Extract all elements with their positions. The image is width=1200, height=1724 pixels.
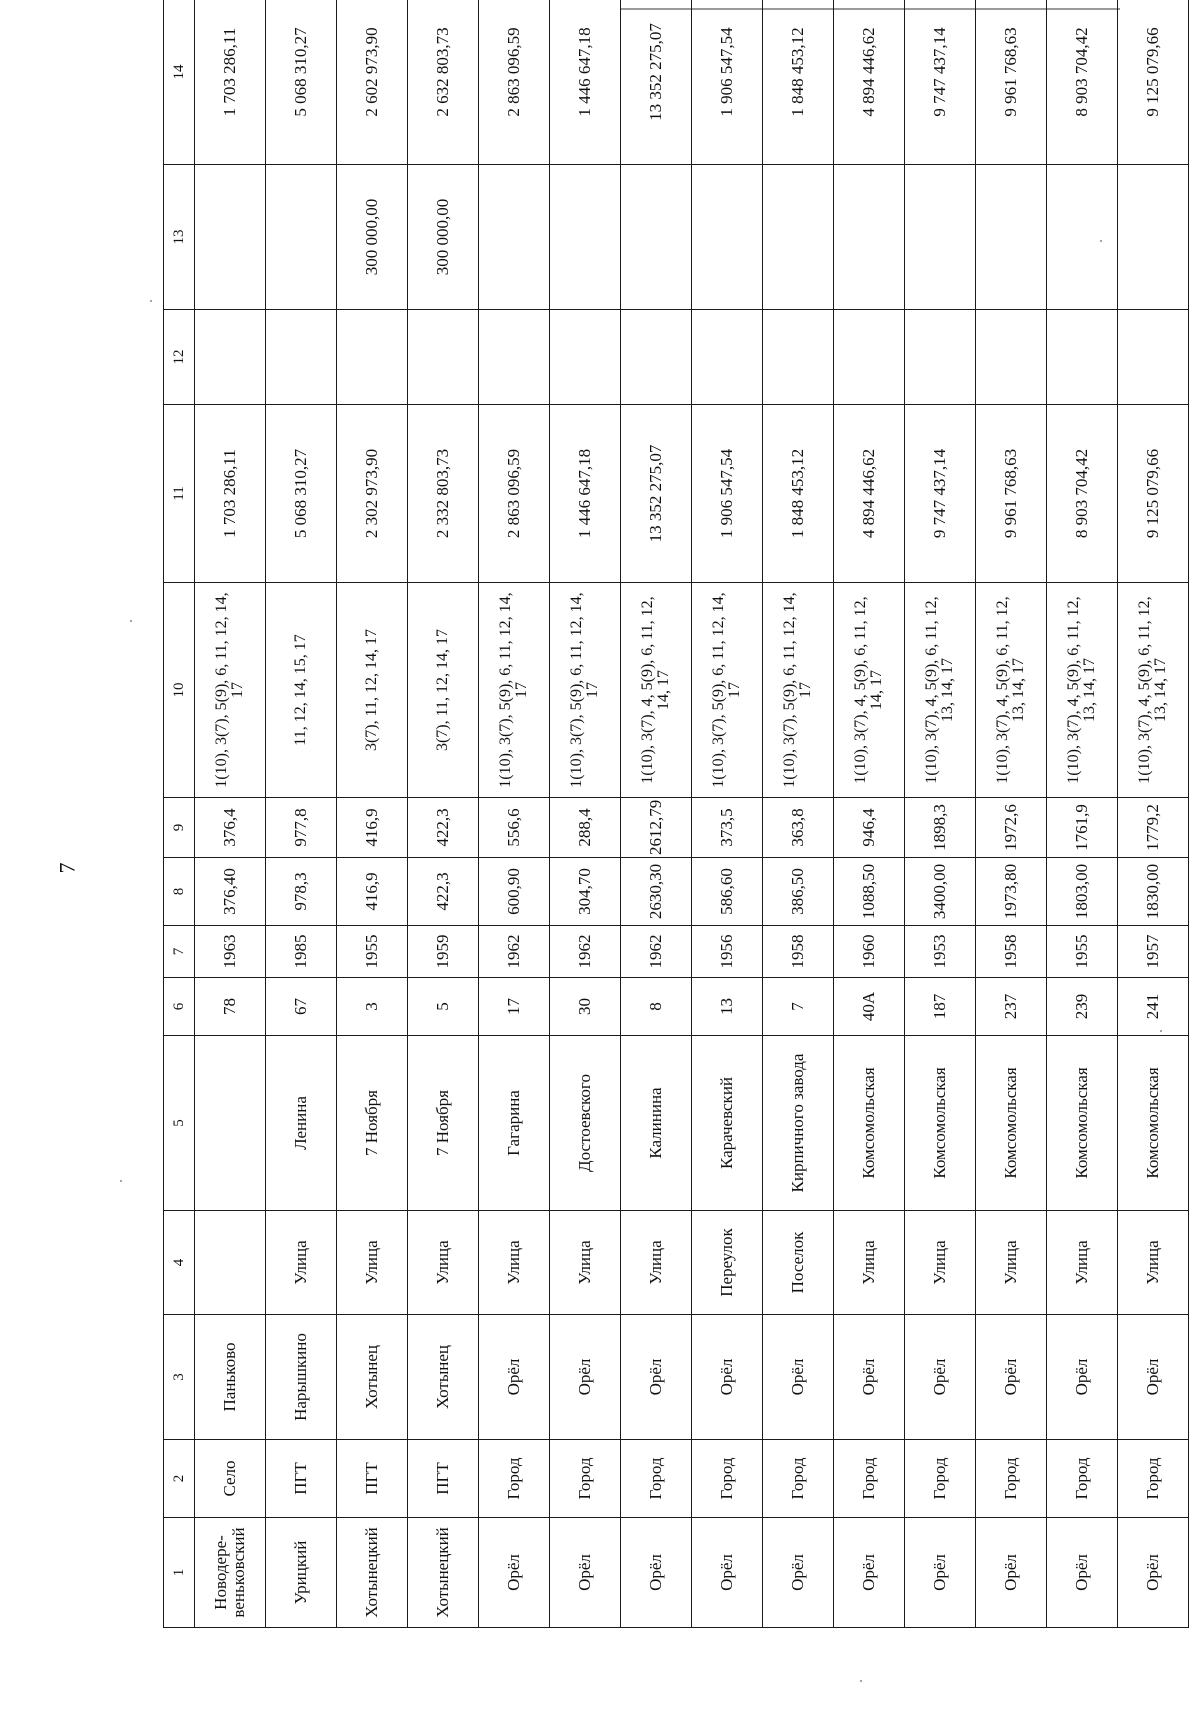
table-cell-col-14: 9 125 079,66 (1118, 0, 1189, 165)
table-cell-col-2: Город (692, 1440, 763, 1518)
table-cell-col-7: 1963 (195, 926, 266, 978)
table-cell-col-4: Поселок (763, 1211, 834, 1315)
table-cell-col-3: Паньково (195, 1315, 266, 1440)
table-cell-col-10: 1(10), 3(7), 4, 5(9), 6, 11, 12, 13, 14, 17 (1118, 583, 1189, 798)
table-cell-col-4: Улица (479, 1211, 550, 1315)
column-header-10: 10 (164, 583, 195, 798)
column-header-5: 5 (164, 1036, 195, 1211)
table-row (550, 0, 621, 1628)
table-cell-col-12 (692, 310, 763, 405)
table-cell-col-7: 1958 (763, 926, 834, 978)
table-row (1118, 0, 1189, 1628)
table-row (266, 0, 337, 1628)
table-cell-col-1: Хотынецкий (337, 1518, 408, 1628)
table-cell-col-14: 8 903 704,42 (1047, 0, 1118, 165)
table-cell-col-8: 422,3 (408, 858, 479, 926)
table-cell-col-7: 1962 (479, 926, 550, 978)
table-cell-col-12 (834, 310, 905, 405)
table-cell-col-9: 977,8 (266, 798, 337, 858)
table-cell-col-11: 1 703 286,11 (195, 405, 266, 583)
table-cell-col-14: 1 906 547,54 (692, 0, 763, 165)
table-cell-col-7: 1962 (621, 926, 692, 978)
table-cell-col-14: 4 894 446,62 (834, 0, 905, 165)
table-cell-col-11: 2 302 973,90 (337, 405, 408, 583)
table-cell-col-6: 78 (195, 978, 266, 1036)
rotated-table-wrapper (163, 23, 1169, 1628)
table-cell-col-9: 946,4 (834, 798, 905, 858)
table-cell-col-10: 1(10), 3(7), 5(9), 6, 11, 12, 14, 17 (479, 583, 550, 798)
table-cell-col-8: 1973,80 (976, 858, 1047, 926)
table-cell-col-11: 5 068 310,27 (266, 405, 337, 583)
table-cell-col-10: 11, 12, 14, 15, 17 (266, 583, 337, 798)
table-cell-col-6: 30 (550, 978, 621, 1036)
table-cell-col-11: 9 747 437,14 (905, 405, 976, 583)
table-cell-col-9: 376,4 (195, 798, 266, 858)
table-cell-col-7: 1955 (337, 926, 408, 978)
table-cell-col-9: 1779,2 (1118, 798, 1189, 858)
table-cell-col-9: 556,6 (479, 798, 550, 858)
table-cell-col-2: Город (976, 1440, 1047, 1518)
table-cell-col-5: Комсомольская (834, 1036, 905, 1211)
table-cell-col-6: 17 (479, 978, 550, 1036)
table-cell-col-11: 1 446 647,18 (550, 405, 621, 583)
column-header-6: 6 (164, 978, 195, 1036)
table-cell-col-10: 3(7), 11, 12, 14, 17 (337, 583, 408, 798)
column-header-11: 11 (164, 405, 195, 583)
table-cell-col-6: 187 (905, 978, 976, 1036)
table-cell-col-14: 1 703 286,11 (195, 0, 266, 165)
table-cell-col-2: ПГТ (266, 1440, 337, 1518)
table-cell-col-13 (266, 165, 337, 310)
table-cell-col-6: 3 (337, 978, 408, 1036)
table-cell-col-14: 9 747 437,14 (905, 0, 976, 165)
table-cell-col-2: ПГТ (408, 1440, 479, 1518)
table-cell-col-14: 13 352 275,07 (621, 0, 692, 165)
table-row (195, 0, 266, 1628)
table-cell-col-6: 67 (266, 978, 337, 1036)
table-cell-col-14: 2 602 973,90 (337, 0, 408, 165)
table-cell-col-2: Город (834, 1440, 905, 1518)
table-cell-col-8: 416,9 (337, 858, 408, 926)
table-cell-col-1: Хотынецкий (408, 1518, 479, 1628)
table-cell-col-13 (692, 165, 763, 310)
table-cell-col-3: Орёл (905, 1315, 976, 1440)
table-cell-col-10: 1(10), 3(7), 5(9), 6, 11, 12, 14, 17 (763, 583, 834, 798)
table-cell-col-13: 300 000,00 (408, 165, 479, 310)
table-cell-col-10: 1(10), 3(7), 5(9), 6, 11, 12, 14, 17 (692, 583, 763, 798)
table-cell-col-9: 1761,9 (1047, 798, 1118, 858)
table-cell-col-4: Улица (408, 1211, 479, 1315)
table-cell-col-2: Город (479, 1440, 550, 1518)
table-cell-col-5: Ленина (266, 1036, 337, 1211)
table-cell-col-1: Орёл (763, 1518, 834, 1628)
table-cell-col-3: Хотынец (337, 1315, 408, 1440)
table-cell-col-10: 1(10), 3(7), 4, 5(9), 6, 11, 12, 14, 17 (834, 583, 905, 798)
table-row (337, 0, 408, 1628)
table-cell-col-1: Орёл (621, 1518, 692, 1628)
table-cell-col-3: Орёл (550, 1315, 621, 1440)
table-cell-col-13 (976, 165, 1047, 310)
table-cell-col-9: 422,3 (408, 798, 479, 858)
table-cell-col-3: Орёл (479, 1315, 550, 1440)
table-row (763, 0, 834, 1628)
table-cell-col-6: 241 (1118, 978, 1189, 1036)
table-cell-col-2: Город (621, 1440, 692, 1518)
table-cell-col-13 (905, 165, 976, 310)
table-cell-col-6: 8 (621, 978, 692, 1036)
column-header-2: 2 (164, 1440, 195, 1518)
table-cell-col-1: Орёл (1118, 1518, 1189, 1628)
table-cell-col-9: 288,4 (550, 798, 621, 858)
table-cell-col-8: 2630,30 (621, 858, 692, 926)
table-cell-col-1: Новодере-веньковский (195, 1518, 266, 1628)
table-cell-col-2: ПГТ (337, 1440, 408, 1518)
table-body (195, 0, 1189, 1628)
table-cell-col-3: Хотынец (408, 1315, 479, 1440)
table-cell-col-14: 1 446 647,18 (550, 0, 621, 165)
table-cell-col-3: Орёл (692, 1315, 763, 1440)
table-cell-col-10: 1(10), 3(7), 4, 5(9), 6, 11, 12, 13, 14, 17 (976, 583, 1047, 798)
table-cell-col-8: 386,50 (763, 858, 834, 926)
table-cell-col-5: 7 Ноября (408, 1036, 479, 1211)
table-cell-col-6: 239 (1047, 978, 1118, 1036)
table-cell-col-10: 3(7), 11, 12, 14, 17 (408, 583, 479, 798)
table-cell-col-3: Орёл (976, 1315, 1047, 1440)
table-cell-col-1: Орёл (976, 1518, 1047, 1628)
table-cell-col-7: 1956 (692, 926, 763, 978)
table-cell-col-3: Орёл (1118, 1315, 1189, 1440)
table-cell-col-10: 1(10), 3(7), 5(9), 6, 11, 12, 14, 17 (195, 583, 266, 798)
table-cell-col-12 (195, 310, 266, 405)
table-cell-col-11: 2 863 096,59 (479, 405, 550, 583)
table-cell-col-5: Кирпичного завода (763, 1036, 834, 1211)
table-row (976, 0, 1047, 1628)
table-cell-col-13 (621, 165, 692, 310)
table-cell-col-12 (763, 310, 834, 405)
table-cell-col-2: Город (1118, 1440, 1189, 1518)
table-cell-col-5: Гагарина (479, 1036, 550, 1211)
table-cell-col-12 (976, 310, 1047, 405)
table-cell-col-7: 1962 (550, 926, 621, 978)
table-cell-col-14: 2 632 803,73 (408, 0, 479, 165)
table-cell-col-12 (266, 310, 337, 405)
data-table (163, 0, 1189, 1628)
table-cell-col-8: 1803,00 (1047, 858, 1118, 926)
table-cell-col-4: Улица (337, 1211, 408, 1315)
table-cell-col-5: Достоевского (550, 1036, 621, 1211)
table-cell-col-4: Улица (550, 1211, 621, 1315)
table-cell-col-4: Улица (621, 1211, 692, 1315)
table-cell-col-7: 1957 (1118, 926, 1189, 978)
table-cell-col-7: 1953 (905, 926, 976, 978)
table-row (479, 0, 550, 1628)
table-cell-col-10: 1(10), 3(7), 5(9), 6, 11, 12, 14, 17 (550, 583, 621, 798)
column-header-14: 14 (164, 0, 195, 165)
table-cell-col-5: Комсомольская (976, 1036, 1047, 1211)
table-cell-col-4: Улица (1118, 1211, 1189, 1315)
table-cell-col-6: 7 (763, 978, 834, 1036)
scan-speck (860, 1680, 862, 1682)
table-cell-col-4: Улица (976, 1211, 1047, 1315)
scan-speck (1100, 240, 1102, 242)
scan-speck (130, 620, 132, 622)
table-cell-col-13 (1118, 165, 1189, 310)
page-number: 7 (54, 862, 80, 874)
table-cell-col-1: Орёл (479, 1518, 550, 1628)
table-cell-col-3: Орёл (1047, 1315, 1118, 1440)
table-cell-col-5: Комсомольская (1118, 1036, 1189, 1211)
table-cell-col-12 (905, 310, 976, 405)
table-cell-col-14: 9 961 768,63 (976, 0, 1047, 165)
table-cell-col-11: 2 332 803,73 (408, 405, 479, 583)
column-header-4: 4 (164, 1211, 195, 1315)
column-header-7: 7 (164, 926, 195, 978)
table-cell-col-6: 5 (408, 978, 479, 1036)
table-cell-col-6: 40А (834, 978, 905, 1036)
table-row (692, 0, 763, 1628)
table-cell-col-4: Переулок (692, 1211, 763, 1315)
table-cell-col-3: Орёл (834, 1315, 905, 1440)
table-cell-col-5: Калинина (621, 1036, 692, 1211)
table-cell-col-11: 1 848 453,12 (763, 405, 834, 583)
table-cell-col-14: 1 848 453,12 (763, 0, 834, 165)
table-cell-col-5: Комсомольская (1047, 1036, 1118, 1211)
column-header-8: 8 (164, 858, 195, 926)
column-header-12: 12 (164, 310, 195, 405)
table-cell-col-11: 4 894 446,62 (834, 405, 905, 583)
table-cell-col-6: 13 (692, 978, 763, 1036)
table-cell-col-7: 1960 (834, 926, 905, 978)
table-cell-col-11: 8 903 704,42 (1047, 405, 1118, 583)
table-cell-col-2: Город (550, 1440, 621, 1518)
table-cell-col-3: Орёл (763, 1315, 834, 1440)
table-cell-col-5 (195, 1036, 266, 1211)
table-cell-col-5: Комсомольская (905, 1036, 976, 1211)
table-cell-col-8: 304,70 (550, 858, 621, 926)
table-cell-col-10: 1(10), 3(7), 4, 5(9), 6, 11, 12, 14, 17 (621, 583, 692, 798)
table-row (905, 0, 976, 1628)
table-cell-col-4: Улица (905, 1211, 976, 1315)
table-cell-col-2: Город (1047, 1440, 1118, 1518)
table-cell-col-13 (763, 165, 834, 310)
table-cell-col-4: Улица (266, 1211, 337, 1315)
table-cell-col-8: 1830,00 (1118, 858, 1189, 926)
table-cell-col-11: 13 352 275,07 (621, 405, 692, 583)
table-cell-col-4: Улица (834, 1211, 905, 1315)
table-cell-col-1: Урицкий (266, 1518, 337, 1628)
table-cell-col-6: 237 (976, 978, 1047, 1036)
table-cell-col-7: 1959 (408, 926, 479, 978)
column-header-13: 13 (164, 165, 195, 310)
table-cell-col-8: 600,90 (479, 858, 550, 926)
table-row (408, 0, 479, 1628)
table-cell-col-13 (195, 165, 266, 310)
column-header-3: 3 (164, 1315, 195, 1440)
table-cell-col-8: 376,40 (195, 858, 266, 926)
table-cell-col-3: Орёл (621, 1315, 692, 1440)
table-cell-col-4: Улица (1047, 1211, 1118, 1315)
table-row (1047, 0, 1118, 1628)
table-cell-col-13 (834, 165, 905, 310)
table-cell-col-13: 300 000,00 (337, 165, 408, 310)
table-cell-col-12 (621, 310, 692, 405)
table-cell-col-12 (550, 310, 621, 405)
table-cell-col-12 (1047, 310, 1118, 405)
table-cell-col-3: Нарышкино (266, 1315, 337, 1440)
table-cell-col-11: 9 125 079,66 (1118, 405, 1189, 583)
table-cell-col-7: 1958 (976, 926, 1047, 978)
table-cell-col-1: Орёл (1047, 1518, 1118, 1628)
table-cell-col-7: 1955 (1047, 926, 1118, 978)
table-cell-col-5: Карачевский (692, 1036, 763, 1211)
table-cell-col-9: 363,8 (763, 798, 834, 858)
table-cell-col-10: 1(10), 3(7), 4, 5(9), 6, 11, 12, 13, 14, 17 (905, 583, 976, 798)
table-cell-col-13 (550, 165, 621, 310)
table-cell-col-14: 5 068 310,27 (266, 0, 337, 165)
table-row (834, 0, 905, 1628)
scan-speck (150, 300, 152, 302)
table-cell-col-10: 1(10), 3(7), 4, 5(9), 6, 11, 12, 13, 14, 17 (1047, 583, 1118, 798)
column-header-1: 1 (164, 1518, 195, 1628)
table-cell-col-9: 1898,3 (905, 798, 976, 858)
table-cell-col-1: Орёл (550, 1518, 621, 1628)
table-cell-col-9: 1972,6 (976, 798, 1047, 858)
table-cell-col-8: 586,60 (692, 858, 763, 926)
table-cell-col-8: 3400,00 (905, 858, 976, 926)
table-cell-col-8: 1088,50 (834, 858, 905, 926)
table-cell-col-5: 7 Ноября (337, 1036, 408, 1211)
table-cell-col-9: 373,5 (692, 798, 763, 858)
table-cell-col-12 (1118, 310, 1189, 405)
table-cell-col-1: Орёл (692, 1518, 763, 1628)
table-cell-col-11: 9 961 768,63 (976, 405, 1047, 583)
table-cell-col-13 (479, 165, 550, 310)
table-cell-col-14: 2 863 096,59 (479, 0, 550, 165)
table-cell-col-4 (195, 1211, 266, 1315)
table-cell-col-1: Орёл (834, 1518, 905, 1628)
table-row (621, 0, 692, 1628)
table-cell-col-2: Город (763, 1440, 834, 1518)
table-cell-col-11: 1 906 547,54 (692, 405, 763, 583)
table-cell-col-2: Город (905, 1440, 976, 1518)
table-cell-col-1: Орёл (905, 1518, 976, 1628)
table-cell-col-2: Село (195, 1440, 266, 1518)
table-cell-col-12 (408, 310, 479, 405)
table-cell-col-7: 1985 (266, 926, 337, 978)
scan-speck (120, 1180, 122, 1182)
scan-speck (1160, 1030, 1162, 1032)
table-cell-col-9: 416,9 (337, 798, 408, 858)
column-header-9: 9 (164, 798, 195, 858)
table-cell-col-12 (479, 310, 550, 405)
table-cell-col-13 (1047, 165, 1118, 310)
table-cell-col-9: 2612,79 (621, 798, 692, 858)
table-cell-col-8: 978,3 (266, 858, 337, 926)
table-cell-col-12 (337, 310, 408, 405)
table-header-row (164, 0, 195, 1628)
